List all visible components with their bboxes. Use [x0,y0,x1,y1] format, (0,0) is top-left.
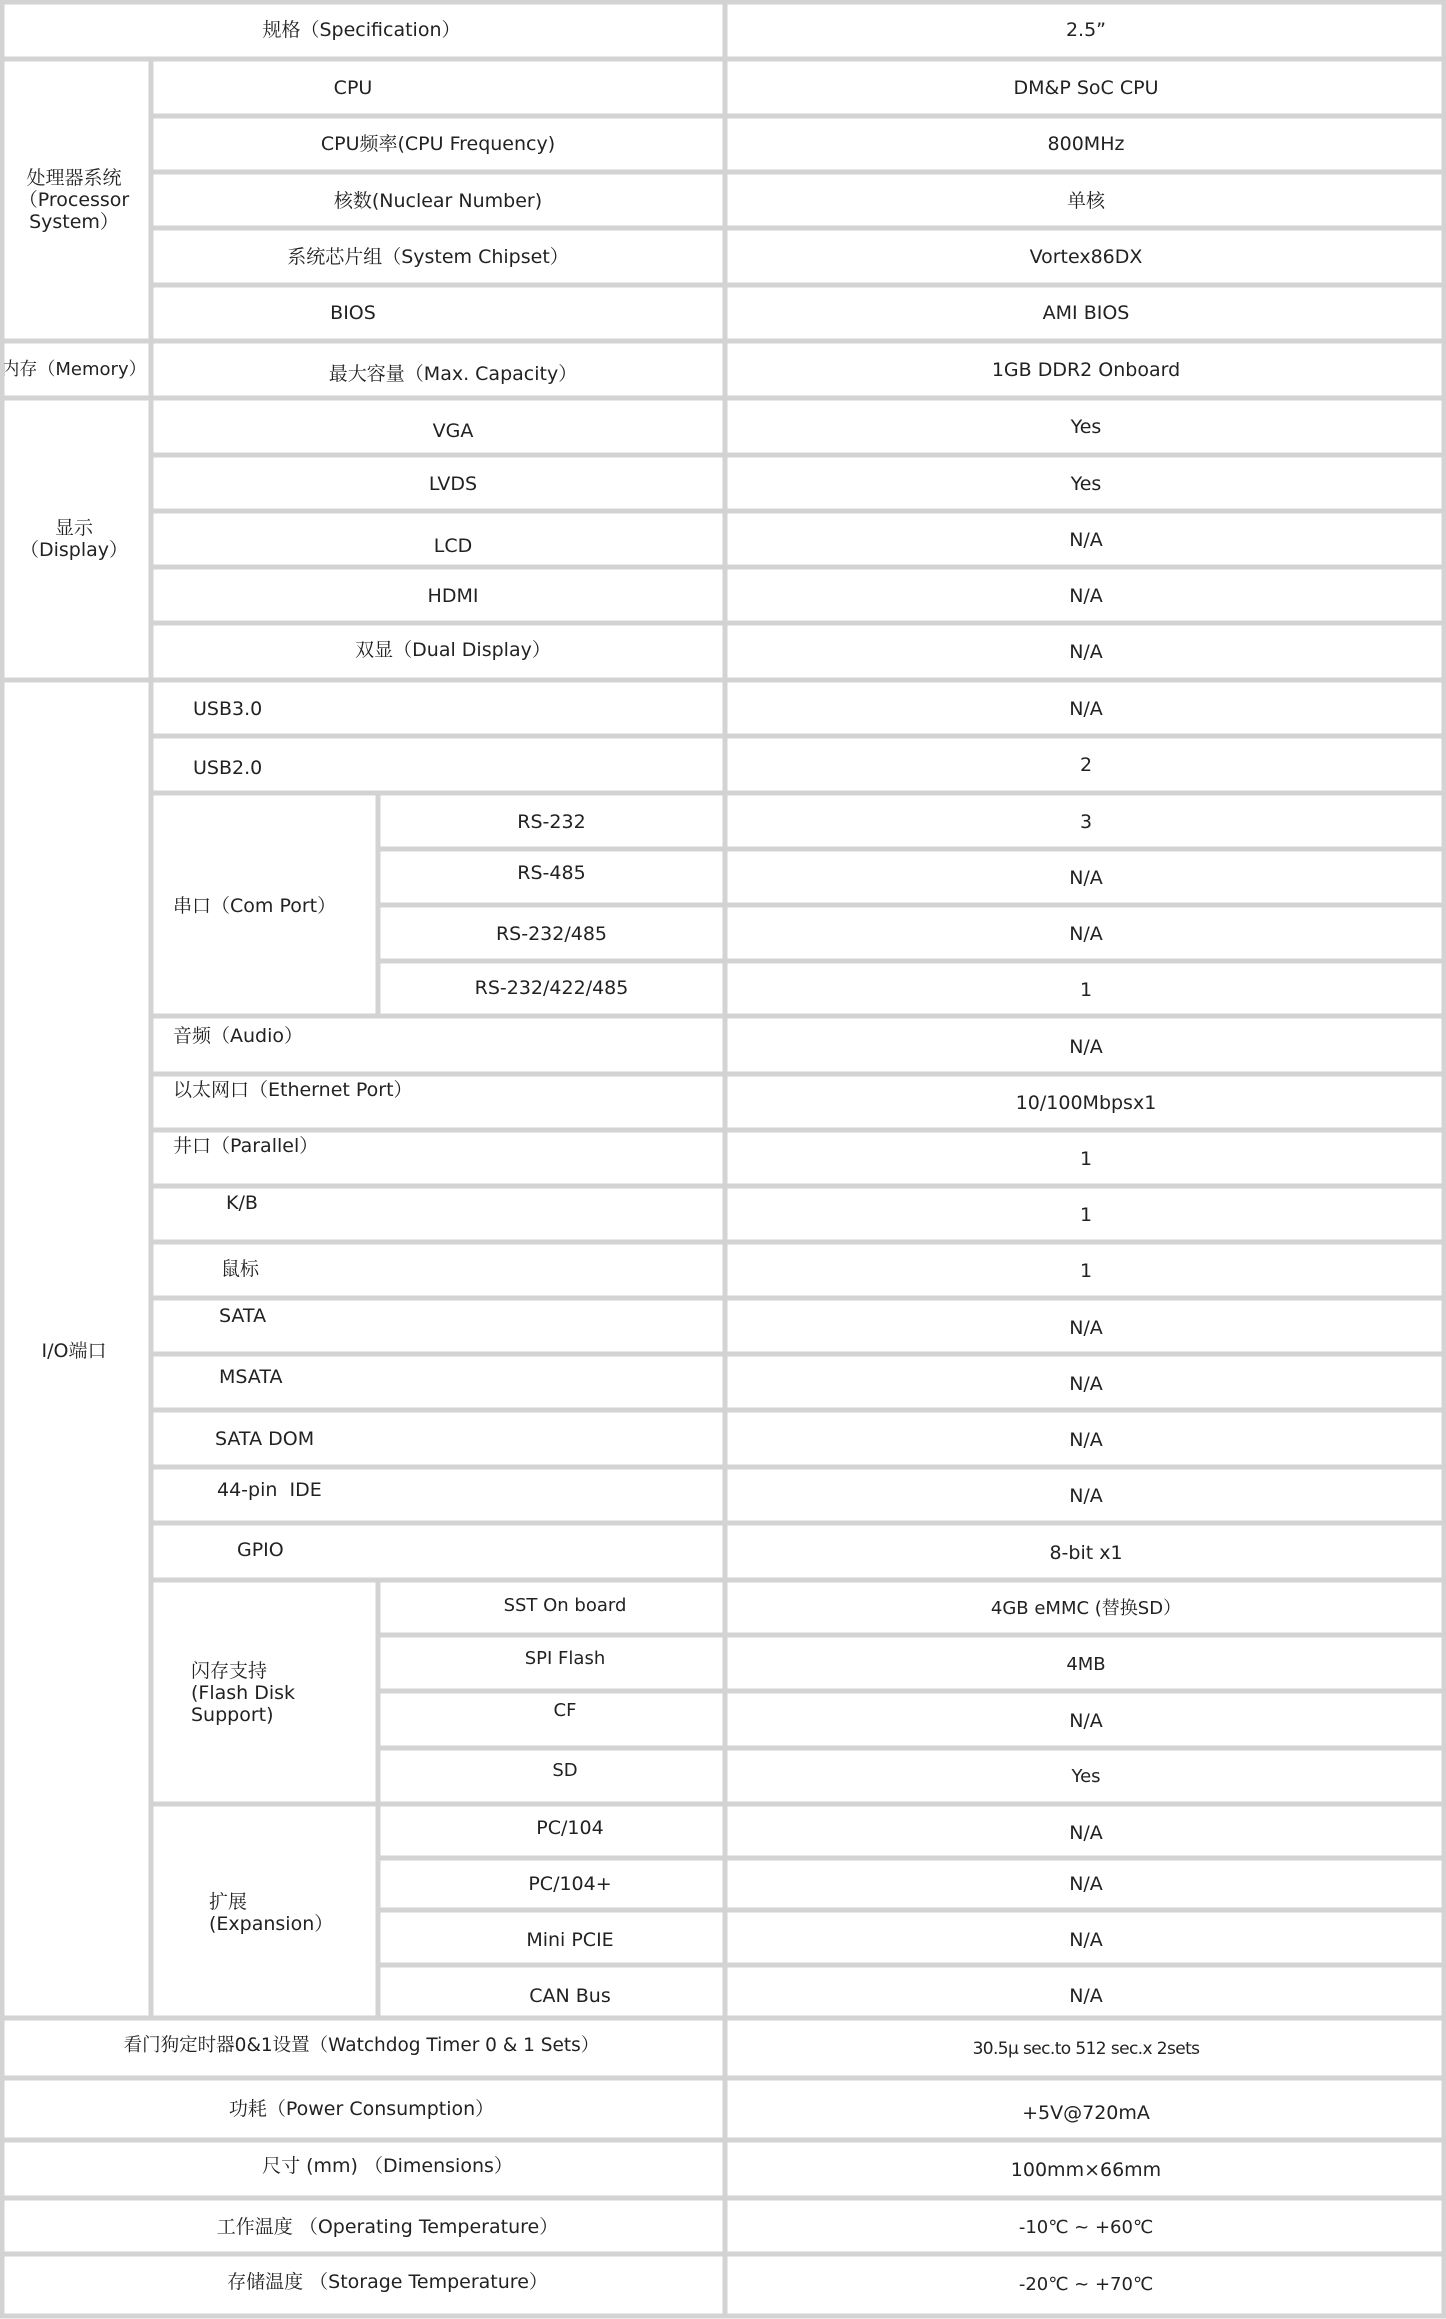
flash-group-label: 闪存支持 (Flash Disk Support) [153,1583,376,1803]
dimensions-label: 尺寸 (mm) （Dimensions） [0,2140,775,2192]
cpu-value: DM&P SoC CPU [726,62,1446,114]
chipset-label: 系统芯片组（System Chipset） [153,231,703,283]
msata-value: N/A [726,1358,1446,1410]
kb-value: 1 [726,1189,1446,1241]
watchdog-value: 30.5μ sec.to 512 sec.x 2sets [726,2023,1446,2075]
lvds-label: LVDS [153,458,753,510]
msata-label: MSATA [153,1351,723,1403]
usb30-label: USB3.0 [153,683,723,735]
sata-dom-label: SATA DOM [153,1413,723,1465]
audio-value: N/A [726,1021,1446,1073]
ethernet-label: 以太网口（Ethernet Port） [153,1064,723,1116]
chipset-value: Vortex86DX [726,231,1446,283]
rs485-value: N/A [726,852,1446,904]
io-group-label: I/O端口 [0,683,148,2019]
hdmi-value: N/A [726,570,1446,622]
usb20-label: USB2.0 [153,742,723,794]
processor-group-label: 处理器系统 （Processor System） [0,62,148,338]
display-group-label: 显示 （Display） [0,401,148,677]
pc104-value: N/A [726,1807,1446,1859]
sd-label: SD [380,1745,750,1797]
sata-label: SATA [153,1290,723,1342]
sst-value: 4GB eMMC (替换SD） [726,1583,1446,1635]
mouse-label: 鼠标 [153,1243,723,1295]
sst-label: SST On board [380,1580,750,1632]
cores-value: 单核 [726,175,1446,227]
usb30-value: N/A [726,683,1446,735]
operating-temp-label: 工作温度 （Operating Temperature） [0,2201,775,2253]
rs485-label: RS-485 [380,847,723,899]
max-capacity-label: 最大容量（Max. Capacity） [153,344,753,404]
dual-display-label: 双显（Dual Display） [153,624,753,676]
dual-display-value: N/A [726,626,1446,678]
ide-value: N/A [726,1470,1446,1522]
rs232-422-485-label: RS-232/422/485 [380,962,723,1014]
bios-label: BIOS [153,287,553,339]
pc104plus-label: PC/104+ [380,1858,760,1910]
sd-value: Yes [726,1751,1446,1803]
cores-label: 核数(Nuclear Number) [153,175,723,227]
power-value: +5V@720mA [726,2087,1446,2139]
lcd-label: LCD [153,520,753,572]
sata-dom-value: N/A [726,1414,1446,1466]
rs232-label: RS-232 [380,796,723,848]
lvds-value: Yes [726,458,1446,510]
cf-label: CF [380,1685,750,1737]
pc104plus-value: N/A [726,1858,1446,1910]
kb-label: K/B [153,1177,723,1229]
lcd-value: N/A [726,514,1446,566]
vga-value: Yes [726,401,1446,453]
rs232-485-value: N/A [726,908,1446,960]
pc104-label: PC/104 [380,1802,760,1854]
rs232-value: 3 [726,796,1446,848]
gpio-label: GPIO [153,1524,723,1576]
audio-label: 音频（Audio） [153,1010,723,1062]
operating-temp-value: -10℃ ~ +60℃ [726,2202,1446,2254]
specification-value: 2.5” [726,4,1446,56]
storage-temp-label: 存储温度 （Storage Temperature） [0,2256,775,2308]
spi-label: SPI Flash [380,1633,750,1685]
can-bus-label: CAN Bus [380,1970,760,2022]
rs232-422-485-value: 1 [726,964,1446,1016]
storage-temp-value: -20℃ ~ +70℃ [726,2259,1446,2311]
spi-value: 4MB [726,1639,1446,1691]
max-capacity-value: 1GB DDR2 Onboard [726,344,1446,396]
parallel-label: 井口（Parallel） [153,1120,723,1172]
com-port-group-label: 串口（Com Port） [153,796,376,1016]
can-bus-value: N/A [726,1970,1446,2022]
ide-label: 44-pin IDE [153,1464,723,1516]
watchdog-label: 看门狗定时器0&1设置（Watchdog Timer 0 & 1 Sets） [0,2020,723,2072]
cpu-label: CPU [153,62,553,114]
expansion-group-label: 扩展 (Expansion） [153,1807,376,2019]
cpu-frequency-value: 800MHz [726,118,1446,170]
ethernet-value: 10/100Mbpsx1 [726,1077,1446,1129]
vga-label: VGA [153,405,753,457]
power-label: 功耗（Power Consumption） [0,2083,723,2135]
parallel-value: 1 [726,1133,1446,1185]
usb20-value: 2 [726,739,1446,791]
bios-value: AMI BIOS [726,287,1446,339]
mini-pcie-value: N/A [726,1914,1446,1966]
dimensions-value: 100mm×66mm [726,2144,1446,2196]
sata-value: N/A [726,1302,1446,1354]
hdmi-label: HDMI [153,570,753,622]
rs232-485-label: RS-232/485 [380,908,723,960]
cf-value: N/A [726,1695,1446,1747]
memory-group-label: 内存（Memory） [0,344,148,396]
mouse-value: 1 [726,1245,1446,1297]
cpu-frequency-label: CPU频率(CPU Frequency) [153,118,723,170]
mini-pcie-label: Mini PCIE [380,1914,760,1966]
specification-label: 规格（Specification） [0,4,723,56]
gpio-value: 8-bit x1 [726,1527,1446,1579]
